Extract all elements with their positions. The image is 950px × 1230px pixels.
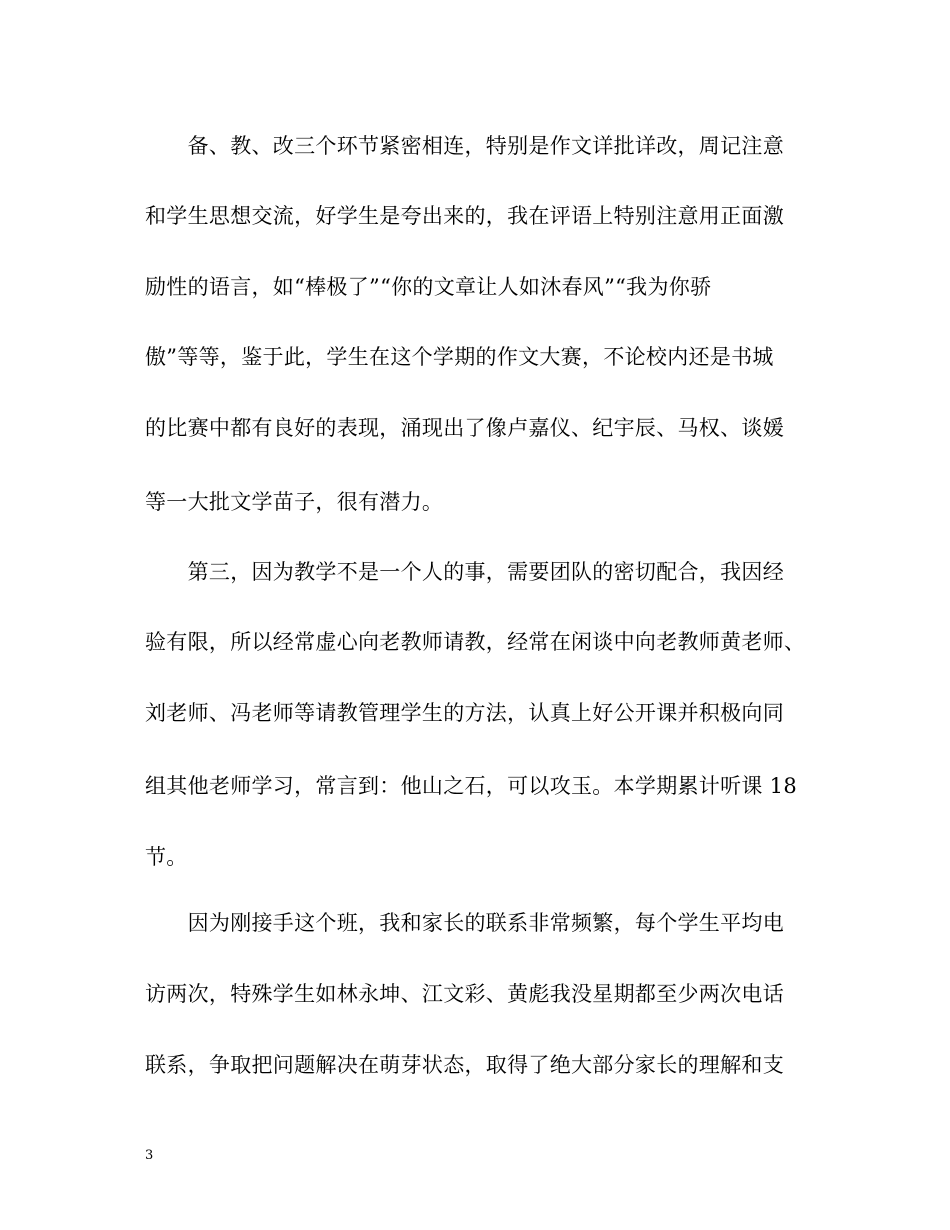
paragraph-line: 和学生思想交流，好学生是夸出来的，我在评语上特别注意用正面激 xyxy=(145,204,784,228)
paragraph-line: 第三，因为教学不是一个人的事，需要团队的密切配合，我因经 xyxy=(145,560,784,584)
paragraph-line: 的比赛中都有良好的表现，涌现出了像卢嘉仪、纪宇辰、马权、谈媛 xyxy=(145,416,784,440)
paragraph-line: 因为刚接手这个班，我和家长的联系非常频繁，每个学生平均电 xyxy=(145,911,784,935)
paragraph-line: 访两次，特殊学生如林永坤、江文彩、黄彪我没星期都至少两次电话 xyxy=(145,982,784,1006)
paragraph-line: 励性的语言，如“棒极了”“你的文章让人如沐春风”“我为你骄 xyxy=(145,275,712,299)
paragraph-line: 联系，争取把问题解决在萌芽状态，取得了绝大部分家长的理解和支 xyxy=(145,1053,784,1077)
page-number: 3 xyxy=(145,1148,154,1163)
paragraph-line: 刘老师、冯老师等请教管理学生的方法，认真上好公开课并积极向同 xyxy=(145,701,784,725)
paragraph-line: 验有限，所以经常虚心向老教师请教，经常在闲谈中向老教师黄老师、 xyxy=(145,630,806,654)
paragraph-line: 节。 xyxy=(145,845,188,869)
paragraph-line: 组其他老师学习，常言到：他山之石，可以攻玉。本学期累计听课 18 xyxy=(145,774,797,798)
paragraph-line: 傲”等等，鉴于此，学生在这个学期的作文大赛，不论校内还是书城 xyxy=(145,345,774,369)
paragraph-line: 备、教、改三个环节紧密相连，特别是作文详批详改，周记注意 xyxy=(145,134,784,158)
paragraph-line: 等一大批文学苗子，很有潜力。 xyxy=(145,490,444,514)
